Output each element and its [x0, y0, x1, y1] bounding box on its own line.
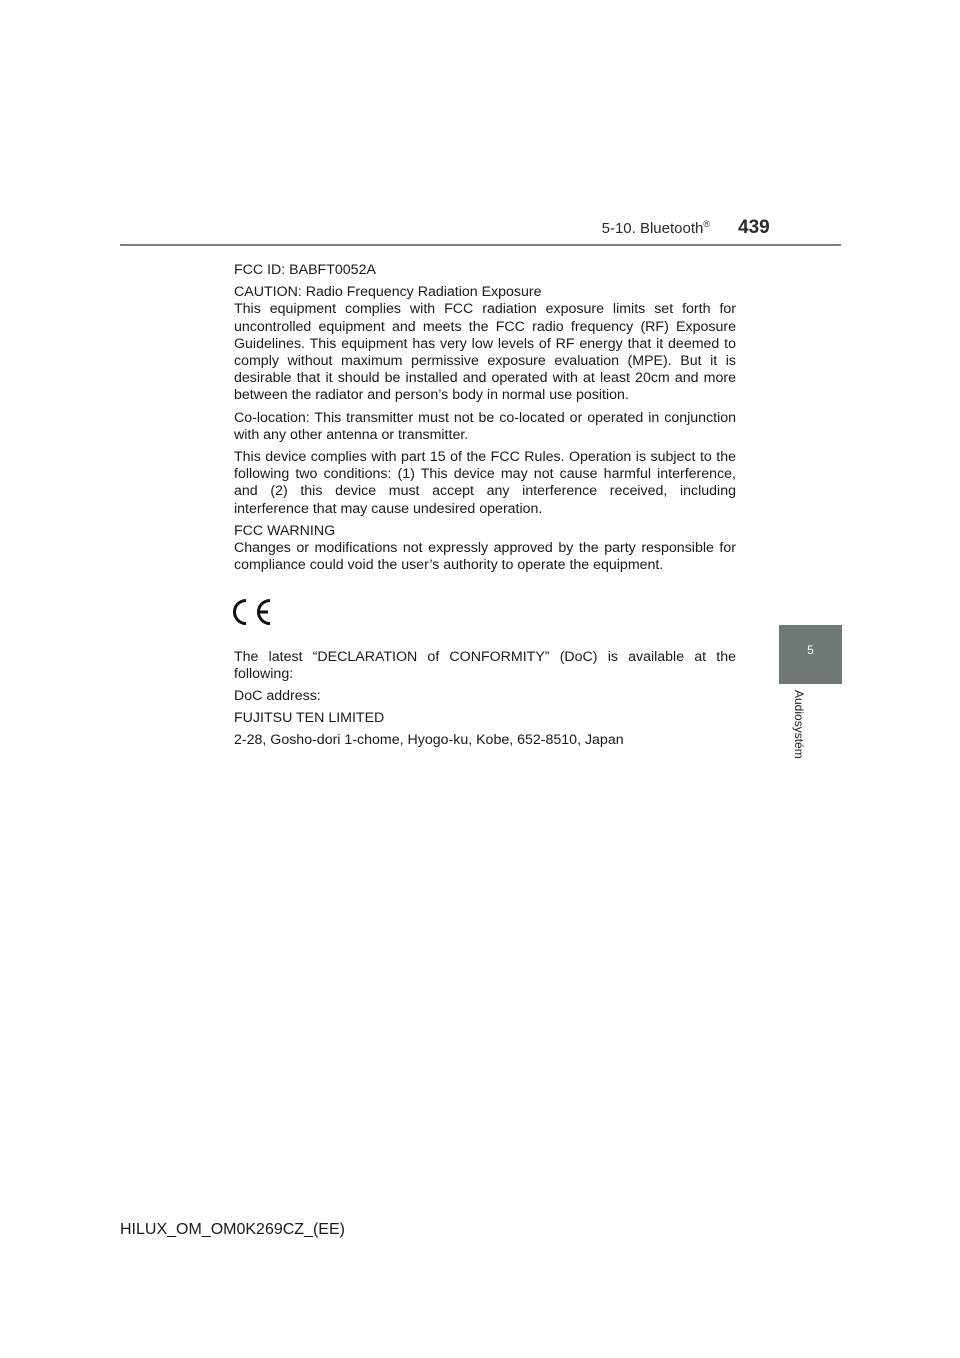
caution-text: This equipment complies with FCC radiation exposure limits set forth for uncontrolled equipment and meets the FCC radio frequency (RF) Exposure Guidelines. This equipment has very low levels of RF energy that it deemed to comply without maximum permissive exposure evaluation (MPE). But it is desirable that it should be installed and operated with at least 20cm and more between the radiator and person’s body in normal use position. — [234, 301, 736, 404]
colocation-paragraph: Co-location: This transmitter must not be co-located or operated in conjunction with any other antenna or transmitter. — [234, 409, 736, 443]
ce-mark-icon — [234, 579, 736, 648]
fcc-id: FCC ID: BABFT0052A — [234, 262, 376, 278]
page-number: 439 — [738, 217, 770, 238]
company-address: 2-28, Gosho-dori 1-chome, Hyogo-ku, Kobe, 652-8510, Japan — [234, 732, 624, 749]
chapter-label: Audiosystém — [792, 690, 806, 759]
chapter-number: 5 — [807, 643, 814, 657]
header-divider — [120, 244, 841, 246]
part15-paragraph: This device complies with part 15 of the FCC Rules. Operation is subject to the following two conditions: (1) This device may not cause harmful interference, and (2) this device must accept any interference received, including interference that may cause undesired operation. — [234, 449, 736, 517]
caution-block — [234, 284, 736, 404]
page-content — [234, 262, 736, 755]
warning-text: Changes or modifications not expressly approved by the party responsible for compliance could void the user’s authority to operate the equipment. — [234, 540, 736, 574]
warning-block — [234, 523, 736, 575]
company-name: FUJITSU TEN LIMITED — [234, 710, 385, 727]
section-title-text: 5-10. Bluetooth — [601, 220, 704, 237]
caution-title: CAUTION: Radio Frequency Radiation Exposure — [234, 284, 542, 301]
declaration-paragraph: The latest “DECLARATION of CONFORMITY” (DoC) is available at the following: — [234, 648, 736, 682]
registered-mark: ® — [703, 219, 710, 229]
warning-title: FCC WARNING — [234, 522, 336, 539]
chapter-tab — [779, 625, 842, 684]
page-header — [0, 0, 960, 250]
doc-address-label: DoC address: — [234, 688, 321, 705]
document-code: HILUX_OM_OM0K269CZ_(EE) — [120, 1221, 345, 1238]
section-title — [560, 219, 710, 237]
